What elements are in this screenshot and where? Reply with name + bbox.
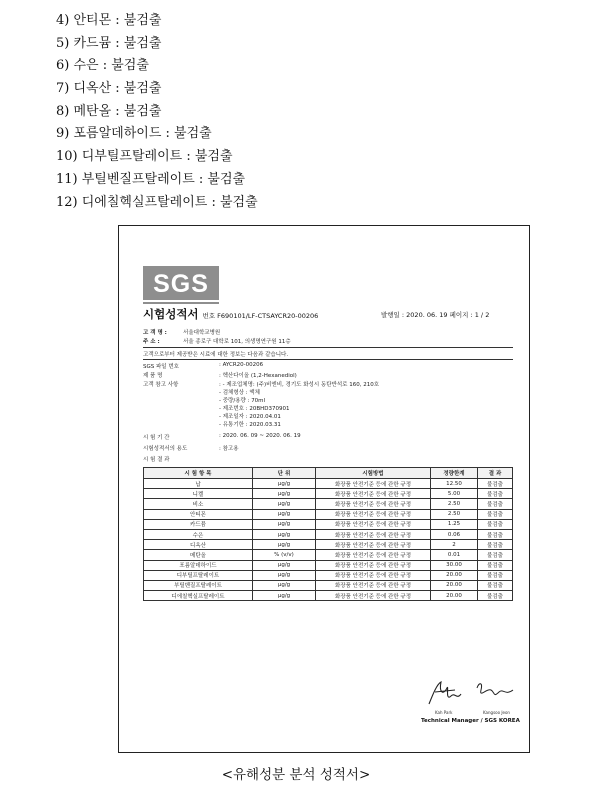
table-row bbox=[144, 570, 513, 580]
sgs-file-value: : AYCR20-00206 bbox=[219, 362, 264, 368]
table-row bbox=[144, 540, 513, 550]
table-cell: 30.00 bbox=[431, 560, 478, 570]
column-header: 시 험 항 목 bbox=[144, 468, 253, 479]
table-cell: 화장품 안전기준 등에 관한 규정 bbox=[316, 591, 431, 601]
table-cell: 포름알데하이드 bbox=[144, 560, 253, 570]
list-item: 6) 수은 : 불검출 bbox=[56, 58, 149, 74]
table-cell: μg/g bbox=[253, 560, 316, 570]
table-cell: 부틸벤질프탈레이트 bbox=[144, 580, 253, 590]
table-row bbox=[144, 489, 513, 499]
table-cell: 화장품 안전기준 등에 관한 규정 bbox=[316, 509, 431, 519]
signature-image bbox=[421, 674, 521, 714]
table-cell: 5.00 bbox=[431, 489, 478, 499]
table-header-row bbox=[144, 468, 513, 479]
logo-underline bbox=[143, 302, 219, 304]
table-cell: 메탄올 bbox=[144, 550, 253, 560]
table-row bbox=[144, 560, 513, 570]
table-cell: % (v/v) bbox=[253, 550, 316, 560]
reference-line: - 중량/용량 : 70ml bbox=[219, 398, 266, 404]
table-cell: 비소 bbox=[144, 499, 253, 509]
table-cell: 20.00 bbox=[431, 570, 478, 580]
address-label: 주 소 : bbox=[143, 339, 160, 345]
table-cell: 20.00 bbox=[431, 580, 478, 590]
table-cell: 화장품 안전기준 등에 관한 규정 bbox=[316, 560, 431, 570]
table-cell: 디에칠헥실프탈레이트 bbox=[144, 591, 253, 601]
signer-name: Kangsoo Jeon bbox=[483, 710, 510, 715]
issue-info: 발행일 : 2020. 06. 19 페이지 : 1 / 2 bbox=[381, 311, 490, 319]
applicant-value: 서울대학교병원 bbox=[183, 330, 221, 336]
table-cell: 12.50 bbox=[431, 479, 478, 489]
table-cell: 불검출 bbox=[478, 509, 513, 519]
table-cell: 불검출 bbox=[478, 499, 513, 509]
table-cell: μg/g bbox=[253, 479, 316, 489]
table-row bbox=[144, 529, 513, 539]
table-cell: μg/g bbox=[253, 489, 316, 499]
table-row bbox=[144, 499, 513, 509]
table-cell: 화장품 안전기준 등에 관한 규정 bbox=[316, 529, 431, 539]
table-row bbox=[144, 591, 513, 601]
table-cell: 불검출 bbox=[478, 540, 513, 550]
list-item: 11) 부틸벤질프탈레이트 : 불검출 bbox=[56, 171, 246, 187]
list-item: 10) 디부틸프탈레이트 : 불검출 bbox=[56, 149, 233, 165]
table-row bbox=[144, 580, 513, 590]
table-cell: 수은 bbox=[144, 529, 253, 539]
address-row bbox=[143, 337, 291, 345]
product-label: 제 품 명 bbox=[143, 373, 163, 379]
table-cell: 화장품 안전기준 등에 관한 규정 bbox=[316, 519, 431, 529]
table-cell: 2.50 bbox=[431, 499, 478, 509]
table-row bbox=[144, 519, 513, 529]
address-value: 서울 종로구 대학로 101, 의생명연구원 11층 bbox=[183, 339, 291, 345]
column-header: 시험방법 bbox=[316, 468, 431, 479]
table-cell: 0.06 bbox=[431, 529, 478, 539]
results-body bbox=[144, 479, 513, 601]
table-cell: 2 bbox=[431, 540, 478, 550]
table-cell: 불검출 bbox=[478, 560, 513, 570]
table-cell: 안티몬 bbox=[144, 509, 253, 519]
table-cell: μg/g bbox=[253, 509, 316, 519]
divider bbox=[143, 347, 513, 348]
table-cell: 불검출 bbox=[478, 580, 513, 590]
report-number: 번호 F690101/LF-CTSAYCR20-00206 bbox=[202, 312, 319, 320]
column-header: 단 위 bbox=[253, 468, 316, 479]
table-cell: 불검출 bbox=[478, 489, 513, 499]
reference-line: - 제조일자 : 2020.04.01 bbox=[219, 414, 281, 420]
table-cell: 화장품 안전기준 등에 관한 규정 bbox=[316, 489, 431, 499]
table-cell: 화장품 안전기준 등에 관한 규정 bbox=[316, 479, 431, 489]
table-cell: 불검출 bbox=[478, 550, 513, 560]
list-item: 5) 카드뮴 : 불검출 bbox=[56, 35, 162, 51]
signature-area bbox=[421, 674, 521, 722]
table-cell: 2.50 bbox=[431, 509, 478, 519]
notice-text: 고객으로부터 제공받은 시료에 대한 정보는 다음과 같습니다. bbox=[143, 352, 289, 358]
report-title-text: 시험성적서 bbox=[143, 307, 199, 321]
reference-line: : - 제조업체명: (주)비엔비, 경기도 화성시 동탄반석로 160, 210호 bbox=[219, 382, 380, 388]
product-value: : 헥산다이올 (1,2-Hexanediol) bbox=[219, 373, 297, 379]
table-cell: μg/g bbox=[253, 499, 316, 509]
table-cell: 카드뮴 bbox=[144, 519, 253, 529]
results-label: 시 험 결 과 bbox=[143, 457, 170, 463]
table-cell: 화장품 안전기준 등에 관한 규정 bbox=[316, 550, 431, 560]
result-summary-list bbox=[56, 10, 576, 214]
table-cell: 불검출 bbox=[478, 591, 513, 601]
list-item: 9) 포름알데하이드 : 불검출 bbox=[56, 126, 212, 142]
reference-line: - 제조번호 : 20BHD370901 bbox=[219, 406, 290, 412]
list-item: 12) 디에칠헥실프탈레이트 : 불검출 bbox=[56, 194, 258, 210]
test-report-image bbox=[118, 225, 530, 753]
table-cell: μg/g bbox=[253, 570, 316, 580]
table-row bbox=[144, 509, 513, 519]
table-cell: 불검출 bbox=[478, 529, 513, 539]
table-row bbox=[144, 550, 513, 560]
divider bbox=[143, 359, 513, 360]
applicant-label: 고 객 명 : bbox=[143, 330, 167, 336]
table-cell: 불검출 bbox=[478, 519, 513, 529]
reference-label: 고객 참고 사항 bbox=[143, 382, 179, 388]
table-cell: μg/g bbox=[253, 580, 316, 590]
table-cell: μg/g bbox=[253, 591, 316, 601]
table-cell: 0.01 bbox=[431, 550, 478, 560]
table-cell: 화장품 안전기준 등에 관한 규정 bbox=[316, 499, 431, 509]
results-table bbox=[143, 467, 513, 601]
sgs-file-label: SGS 파일 번호 bbox=[143, 364, 179, 370]
table-row bbox=[144, 479, 513, 489]
table-cell: 니켈 bbox=[144, 489, 253, 499]
applicant-row bbox=[143, 328, 220, 336]
reference-line: - 유통기한 : 2020.03.31 bbox=[219, 422, 281, 428]
reference-line: - 검체형상 : 액체 bbox=[219, 390, 260, 396]
list-item: 7) 디옥산 : 불검출 bbox=[56, 81, 162, 97]
signature-footer: Technical Manager / SGS KOREA bbox=[421, 718, 520, 724]
report-title bbox=[143, 306, 318, 322]
table-cell: 납 bbox=[144, 479, 253, 489]
list-item: 4) 안티몬 : 불검출 bbox=[56, 13, 162, 28]
period-value: : 2020. 06. 09 ~ 2020. 06. 19 bbox=[219, 433, 301, 439]
table-cell: 불검출 bbox=[478, 570, 513, 580]
table-cell: 1.25 bbox=[431, 519, 478, 529]
purpose-label: 시험성적서의 용도 bbox=[143, 446, 188, 452]
purpose-value: : 참고용 bbox=[219, 446, 239, 452]
table-cell: 화장품 안전기준 등에 관한 규정 bbox=[316, 570, 431, 580]
figure-caption: <유해성분 분석 성적서> bbox=[221, 767, 371, 783]
period-label: 시 험 기 간 bbox=[143, 435, 170, 441]
table-cell: μg/g bbox=[253, 519, 316, 529]
table-cell: 화장품 안전기준 등에 관한 규정 bbox=[316, 540, 431, 550]
table-cell: 디부틸프탈레이트 bbox=[144, 570, 253, 580]
column-header: 결 과 bbox=[478, 468, 513, 479]
table-cell: μg/g bbox=[253, 540, 316, 550]
table-cell: μg/g bbox=[253, 529, 316, 539]
signer-name: Kah Park bbox=[435, 710, 453, 715]
table-cell: 화장품 안전기준 등에 관한 규정 bbox=[316, 580, 431, 590]
table-cell: 20.00 bbox=[431, 591, 478, 601]
table-cell: 디옥산 bbox=[144, 540, 253, 550]
table-cell: 불검출 bbox=[478, 479, 513, 489]
column-header: 정량한계 bbox=[431, 468, 478, 479]
list-item: 8) 메탄올 : 불검출 bbox=[56, 103, 162, 119]
sgs-logo: SGS bbox=[143, 266, 219, 300]
